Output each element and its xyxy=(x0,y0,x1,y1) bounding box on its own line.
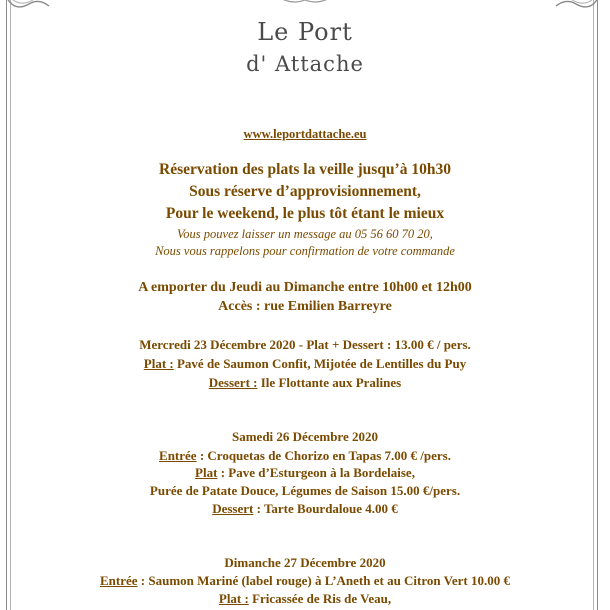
wed-dessert-label: Dessert : xyxy=(208,375,258,390)
sun-plat: Fricassée de Ris de Veau, xyxy=(248,591,392,606)
corner-ornament-left xyxy=(5,0,65,14)
brand-name-line1: Le Port xyxy=(257,18,353,46)
wed-plat: Pavé de Saumon Confit, Mijotée de Lentilles du Puy xyxy=(173,356,467,371)
sun-heading: Dimanche 27 Décembre 2020 xyxy=(224,555,386,570)
wed-plat-line xyxy=(0,356,610,372)
sat-entree-line xyxy=(0,448,610,464)
sun-entree-line xyxy=(0,573,610,589)
wed-plat-label: Plat : xyxy=(143,356,174,371)
sat-dessert-label: Dessert xyxy=(212,501,254,516)
sat-dessert-line xyxy=(0,501,610,517)
pickup-hours: A emporter du Jeudi au Dimanche entre 10h00 et 12h00 xyxy=(138,280,472,295)
wed-dessert-line xyxy=(0,375,610,391)
pickup-address: Accès : rue Emilien Barreyre xyxy=(218,299,392,314)
sat-plat-line xyxy=(0,465,610,481)
wed-formula: - Plat + Dessert : 13.00 € / pers. xyxy=(295,337,471,352)
logo-ornament xyxy=(270,0,340,6)
reservation-line-2: Sous réserve d’approvisionnement, xyxy=(189,183,421,200)
sat-dessert: : Tarte Bourdaloue 4.00 € xyxy=(253,501,398,516)
sat-entree-label: Entrée xyxy=(159,448,197,463)
sat-heading: Samedi 26 Décembre 2020 xyxy=(232,429,378,444)
sun-entree-label: Entrée xyxy=(100,573,138,588)
sat-plat: : Pave d’Esturgeon à la Bordelaise, xyxy=(217,465,415,480)
corner-ornament-right xyxy=(540,0,600,14)
sun-plat-label: Plat : xyxy=(218,591,249,606)
wed-heading-line xyxy=(0,337,610,353)
website-link[interactable]: www.leportdattache.eu xyxy=(243,127,367,141)
sat-plat-line-2: Purée de Patate Douce, Légumes de Saison 15.00 €/pers. xyxy=(149,483,461,498)
reservation-note-2: Nous vous rappelons pour confirmation de votre commande xyxy=(155,244,455,258)
wed-dessert: Ile Flottante aux Pralines xyxy=(257,375,402,390)
wed-heading: Mercredi 23 Décembre 2020 xyxy=(139,337,296,352)
sat-plat-label: Plat xyxy=(195,465,218,480)
sun-plat-line xyxy=(0,591,610,607)
brand-name-line2: d' Attache xyxy=(246,52,364,76)
sat-entree: : Croquetas de Chorizo en Tapas 7.00 € /pers. xyxy=(196,448,451,463)
reservation-line-3: Pour le weekend, le plus tôt étant le mieux xyxy=(165,205,445,222)
reservation-note-1: Vous pouvez laisser un message au 05 56 60 70 20, xyxy=(177,227,433,241)
sun-entree: : Saumon Mariné (label rouge) à L’Aneth et au Citron Vert 10.00 € xyxy=(137,573,510,588)
reservation-line-1: Réservation des plats la veille jusqu’à 10h30 xyxy=(159,161,451,178)
